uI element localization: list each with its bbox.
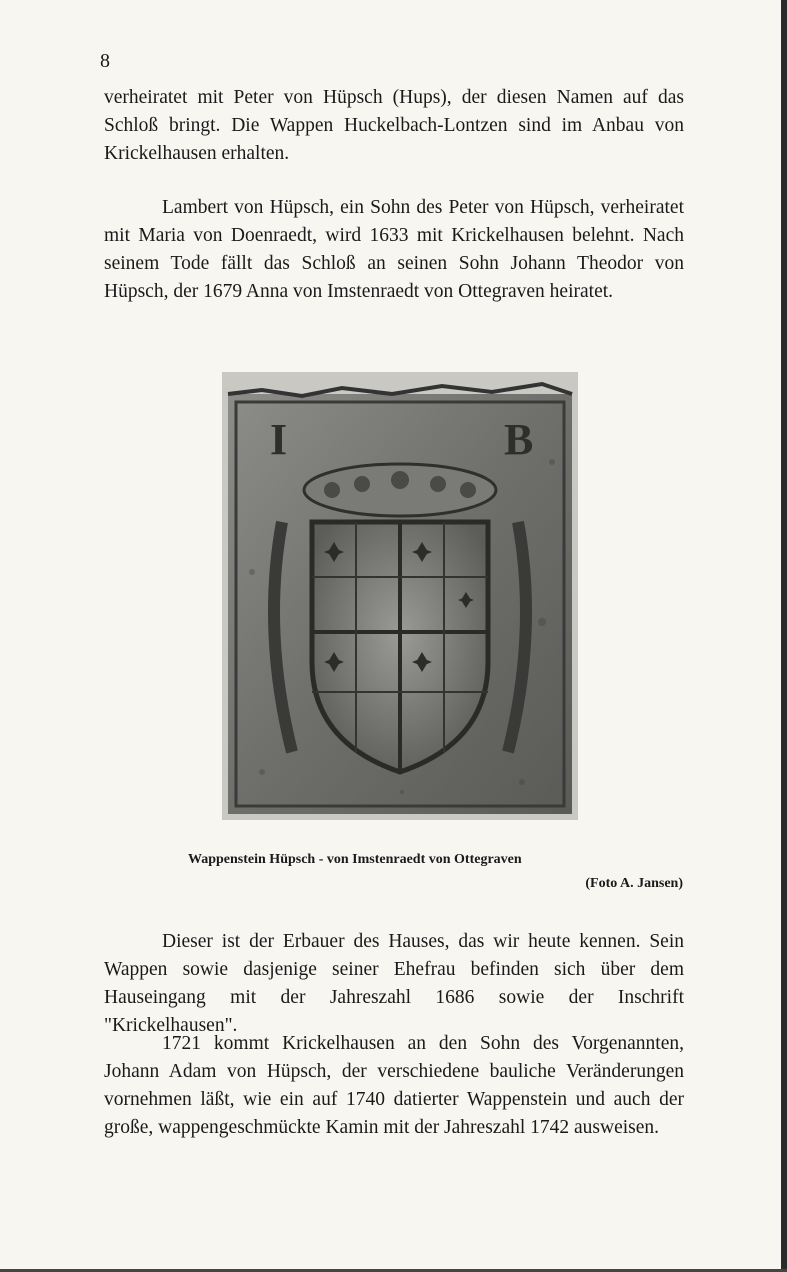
scan-edge-right <box>781 0 787 1272</box>
paragraph-3: Dieser ist der Erbauer des Hauses, das wir heute kennen. Sein Wappen sowie dasjenige seiner Ehefrau befinden sich über dem Hauseingang mit der Jahreszahl 1686 sowie der Inschrift "Krickelhausen". <box>104 931 684 1036</box>
paragraph-1: verheiratet mit Peter von Hüpsch (Hups), der diesen Namen auf das Schloß bringt. Die Wappen Huckelbach-Lontzen sind im Anbau von Krickelhausen erhalten. <box>104 87 684 164</box>
photo-credit: (Foto A. Jansen) <box>585 876 683 891</box>
stone-letter-left: I <box>270 415 288 464</box>
paragraph-4: 1721 kommt Krickelhausen an den Sohn des Vorgenannten, Johann Adam von Hüpsch, der verschiedene bauliche Veränderungen vornehmen läßt, wie ein auf 1740 datierter Wappenstein und auch der große, wappengeschmückte Kamin mit der Jahreszahl 1742 ausweisen. <box>104 1033 684 1138</box>
paragraph-2: Lambert von Hüpsch, ein Sohn des Peter von Hüpsch, verheiratet mit Maria von Doenraedt, wird 1633 mit Krickelhausen belehnt. Nach seinem Tode fällt das Schloß an seinen Sohn Johann Theodor von Hüpsch, der 1679 Anna von Imstenraedt von Ottegraven heiratet. <box>104 197 684 302</box>
coat-of-arms-photo <box>222 372 578 820</box>
page-number: 8 <box>100 50 110 72</box>
figure-caption: Wappenstein Hüpsch - von Imstenraedt von Ottegraven <box>188 852 522 867</box>
stone-letter-right: B <box>504 415 534 464</box>
